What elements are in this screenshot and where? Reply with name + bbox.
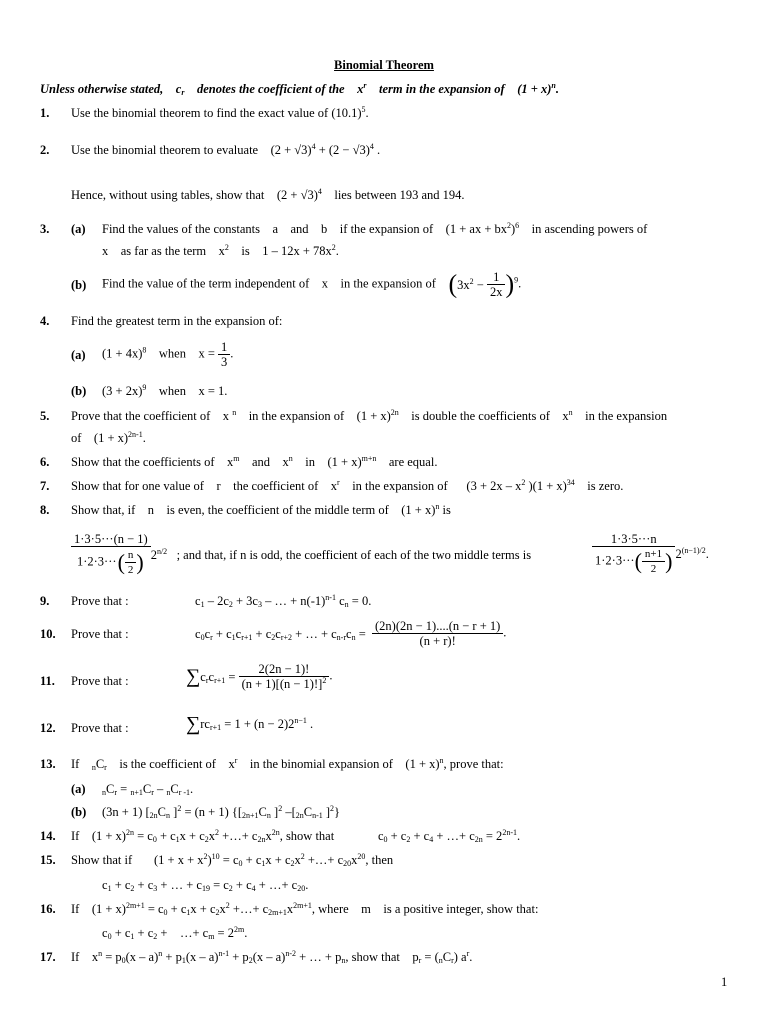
question-number: 6. bbox=[40, 455, 50, 469]
question-number: 5. bbox=[40, 409, 50, 423]
part-label: (a) bbox=[71, 782, 86, 796]
question-number: 1. bbox=[40, 106, 50, 120]
question-11-formula: $\sum c_rc_{r+1}$ = $\frac{2(2n - 1)!}{(n + 1)[(n - 1)!]^2}$ . bbox=[186, 662, 333, 691]
question-9-label: Prove that : bbox=[71, 594, 129, 608]
page-title: Binomial Theorem bbox=[334, 58, 434, 72]
question-4a-text: $(1 + 4x)^8$ when x = $\frac{1}{3}$ . bbox=[102, 340, 234, 369]
page-number: 1 bbox=[721, 975, 728, 989]
question-3b-text: Find the value of the term independent of x in the expansion of ($3x^2$ − $\frac{1}{2x}$ )$^9$. bbox=[102, 269, 522, 299]
question-15-text: Show that if $(1 + x + x^2)^{10} = c_0 + c_1x + c_2x^2$ +…+ $c_{20}x^{20}$, then bbox=[71, 852, 394, 868]
intro-statement: Unless otherwise stated, $c_r$ denotes the coefficient of the $x^r$ term in the expansion of $(1 + x)^n$. bbox=[40, 81, 559, 97]
question-17-text: If $x^n = p_0(x - a)^n + p_1(x - a)^{n-1} + p_2(x - a)^{n-2}$ + … + $p_n$, show that $p_r = (_nC_r)$ $a^r$. bbox=[71, 949, 473, 965]
question-number: 17. bbox=[40, 950, 56, 964]
question-16-text: If $(1 + x)^{2m+1} = c_0 + c_1x + c_2x^2$ +…+ $c_{2m+1}x^{2m+1}$, where m is a positive integer, show that: bbox=[71, 901, 539, 917]
part-label: (b) bbox=[71, 278, 87, 292]
question-16-formula: $c_0 + c_1 + c_2$ + …+ $c_m = 2^{2m}$. bbox=[102, 925, 248, 941]
question-10-formula: $c_0c_r + c_1c_{r+1} + c_2c_{r+2}$ + … + $c_{n-r}c_n$ = $\frac{(2n)(2n - 1)....(n - r + 1)}{(n + r)!}$ . bbox=[195, 619, 507, 648]
question-number: 16. bbox=[40, 902, 56, 916]
question-7-text: Show that for one value of r the coefficient of $x^r$ in the expansion of ($3 + 2x - x^2$ )$(1 + x)^{34}$ is zero. bbox=[71, 478, 624, 493]
question-3a-text: Find the values of the constants a and b if the expansion of (1 + ax + $bx^2)^6$ in ascending powers of bbox=[102, 221, 648, 236]
question-12-formula: $\sum rc_{r+1} = 1 + (n - 2)2^{n-1}$ . bbox=[186, 713, 314, 736]
question-8-formula-even: 1·3·5···(n − 1) 1·2·3···( $\frac{n}{2}$ ) $2^{n/2}$ ; and that, if n is odd, the coefficient of each of the two middle terms is bbox=[71, 532, 531, 578]
question-14-text: If $(1 + x)^{2n} = c_0 + c_1x + c_2x^2$ +…+ $c_{2n}x^{2n}$, show that $c_0 + c_2 + c_4$ + …+ $c_{2n} = 2^{2n-1}$. bbox=[71, 828, 521, 844]
question-1-text: Use the binomial theorem to find the exact value of $(10.1)^5$. bbox=[71, 105, 369, 120]
question-13a-formula: $_nC_r = _{n+1}C_r - _nC_{r -1}$. bbox=[102, 782, 194, 797]
question-number: 7. bbox=[40, 479, 50, 493]
question-8-formula-odd: 1·3·5···n 1·2·3···( $\frac{n+1}{2}$ ) $2^{(n-1)/2}$. bbox=[592, 532, 709, 576]
question-5-text-cont: of $(1 + x)^{2n-1}$. bbox=[71, 430, 146, 445]
question-10-label: Prove that : bbox=[71, 627, 129, 641]
question-4-text: Find the greatest term in the expansion of: bbox=[71, 314, 283, 328]
question-number: 2. bbox=[40, 143, 50, 157]
question-number: 8. bbox=[40, 503, 50, 517]
question-number: 11. bbox=[40, 674, 55, 688]
question-2-hence: Hence, without using tables, show that $(2 + √3)^4$ lies between 193 and 194. bbox=[71, 187, 465, 202]
question-8-text: Show that, if n is even, the coefficient of the middle term of $(1 + x)^n$ is bbox=[71, 502, 451, 517]
question-number: 9. bbox=[40, 594, 50, 608]
question-12-label: Prove that : bbox=[71, 721, 129, 735]
question-13-text: If $_nC_r$ is the coefficient of $x^r$ in the binomial expansion of $(1 + x)^n$, prove that: bbox=[71, 756, 504, 772]
question-number: 3. bbox=[40, 222, 50, 236]
question-15-formula: $c_1 + c_2 + c_3$ + … + $c_{19} = c_2 + c_4$ + …+ $c_{20}$. bbox=[102, 878, 309, 893]
part-label: (a) bbox=[71, 222, 86, 236]
question-number: 12. bbox=[40, 721, 56, 735]
question-number: 14. bbox=[40, 829, 56, 843]
question-3a-text-cont: x as far as the term $x^2$ is $1 - 12x + 78x^2$. bbox=[102, 243, 339, 258]
question-5-text: Prove that the coefficient of x $^n$ in the expansion of $(1 + x)^{2n}$ is double the coefficients of $x^n$ in the expansion bbox=[71, 408, 668, 423]
question-number: 4. bbox=[40, 314, 50, 328]
part-label: (a) bbox=[71, 348, 86, 362]
part-label: (b) bbox=[71, 805, 87, 819]
question-9-formula: $c_1 - 2c_2 + 3c_3$ – … + $n(-1)^{n-1}$ $c_n = 0$. bbox=[195, 593, 372, 609]
question-number: 15. bbox=[40, 853, 56, 867]
question-6-text: Show that the coefficients of $x^m$ and $x^n$ in $(1 + x)^{m+n}$ are equal. bbox=[71, 454, 438, 469]
question-11-label: Prove that : bbox=[71, 674, 129, 688]
question-13b-formula: (3n + 1) [$_{2n}C_n$ ]$^2$ = (n + 1) {[$_{2n+1}C_n$ ]$^2$ $-[_{2n}C_{n-1}$ ]$^2$} bbox=[102, 804, 341, 820]
question-2-text: Use the binomial theorem to evaluate $(2 + √3)^4 + (2 - √3)^4$ . bbox=[71, 142, 381, 157]
question-number: 10. bbox=[40, 627, 56, 641]
part-label: (b) bbox=[71, 384, 87, 398]
question-4b-text: $(3 + 2x)^9$ when x = 1. bbox=[102, 383, 228, 398]
question-number: 13. bbox=[40, 757, 56, 771]
